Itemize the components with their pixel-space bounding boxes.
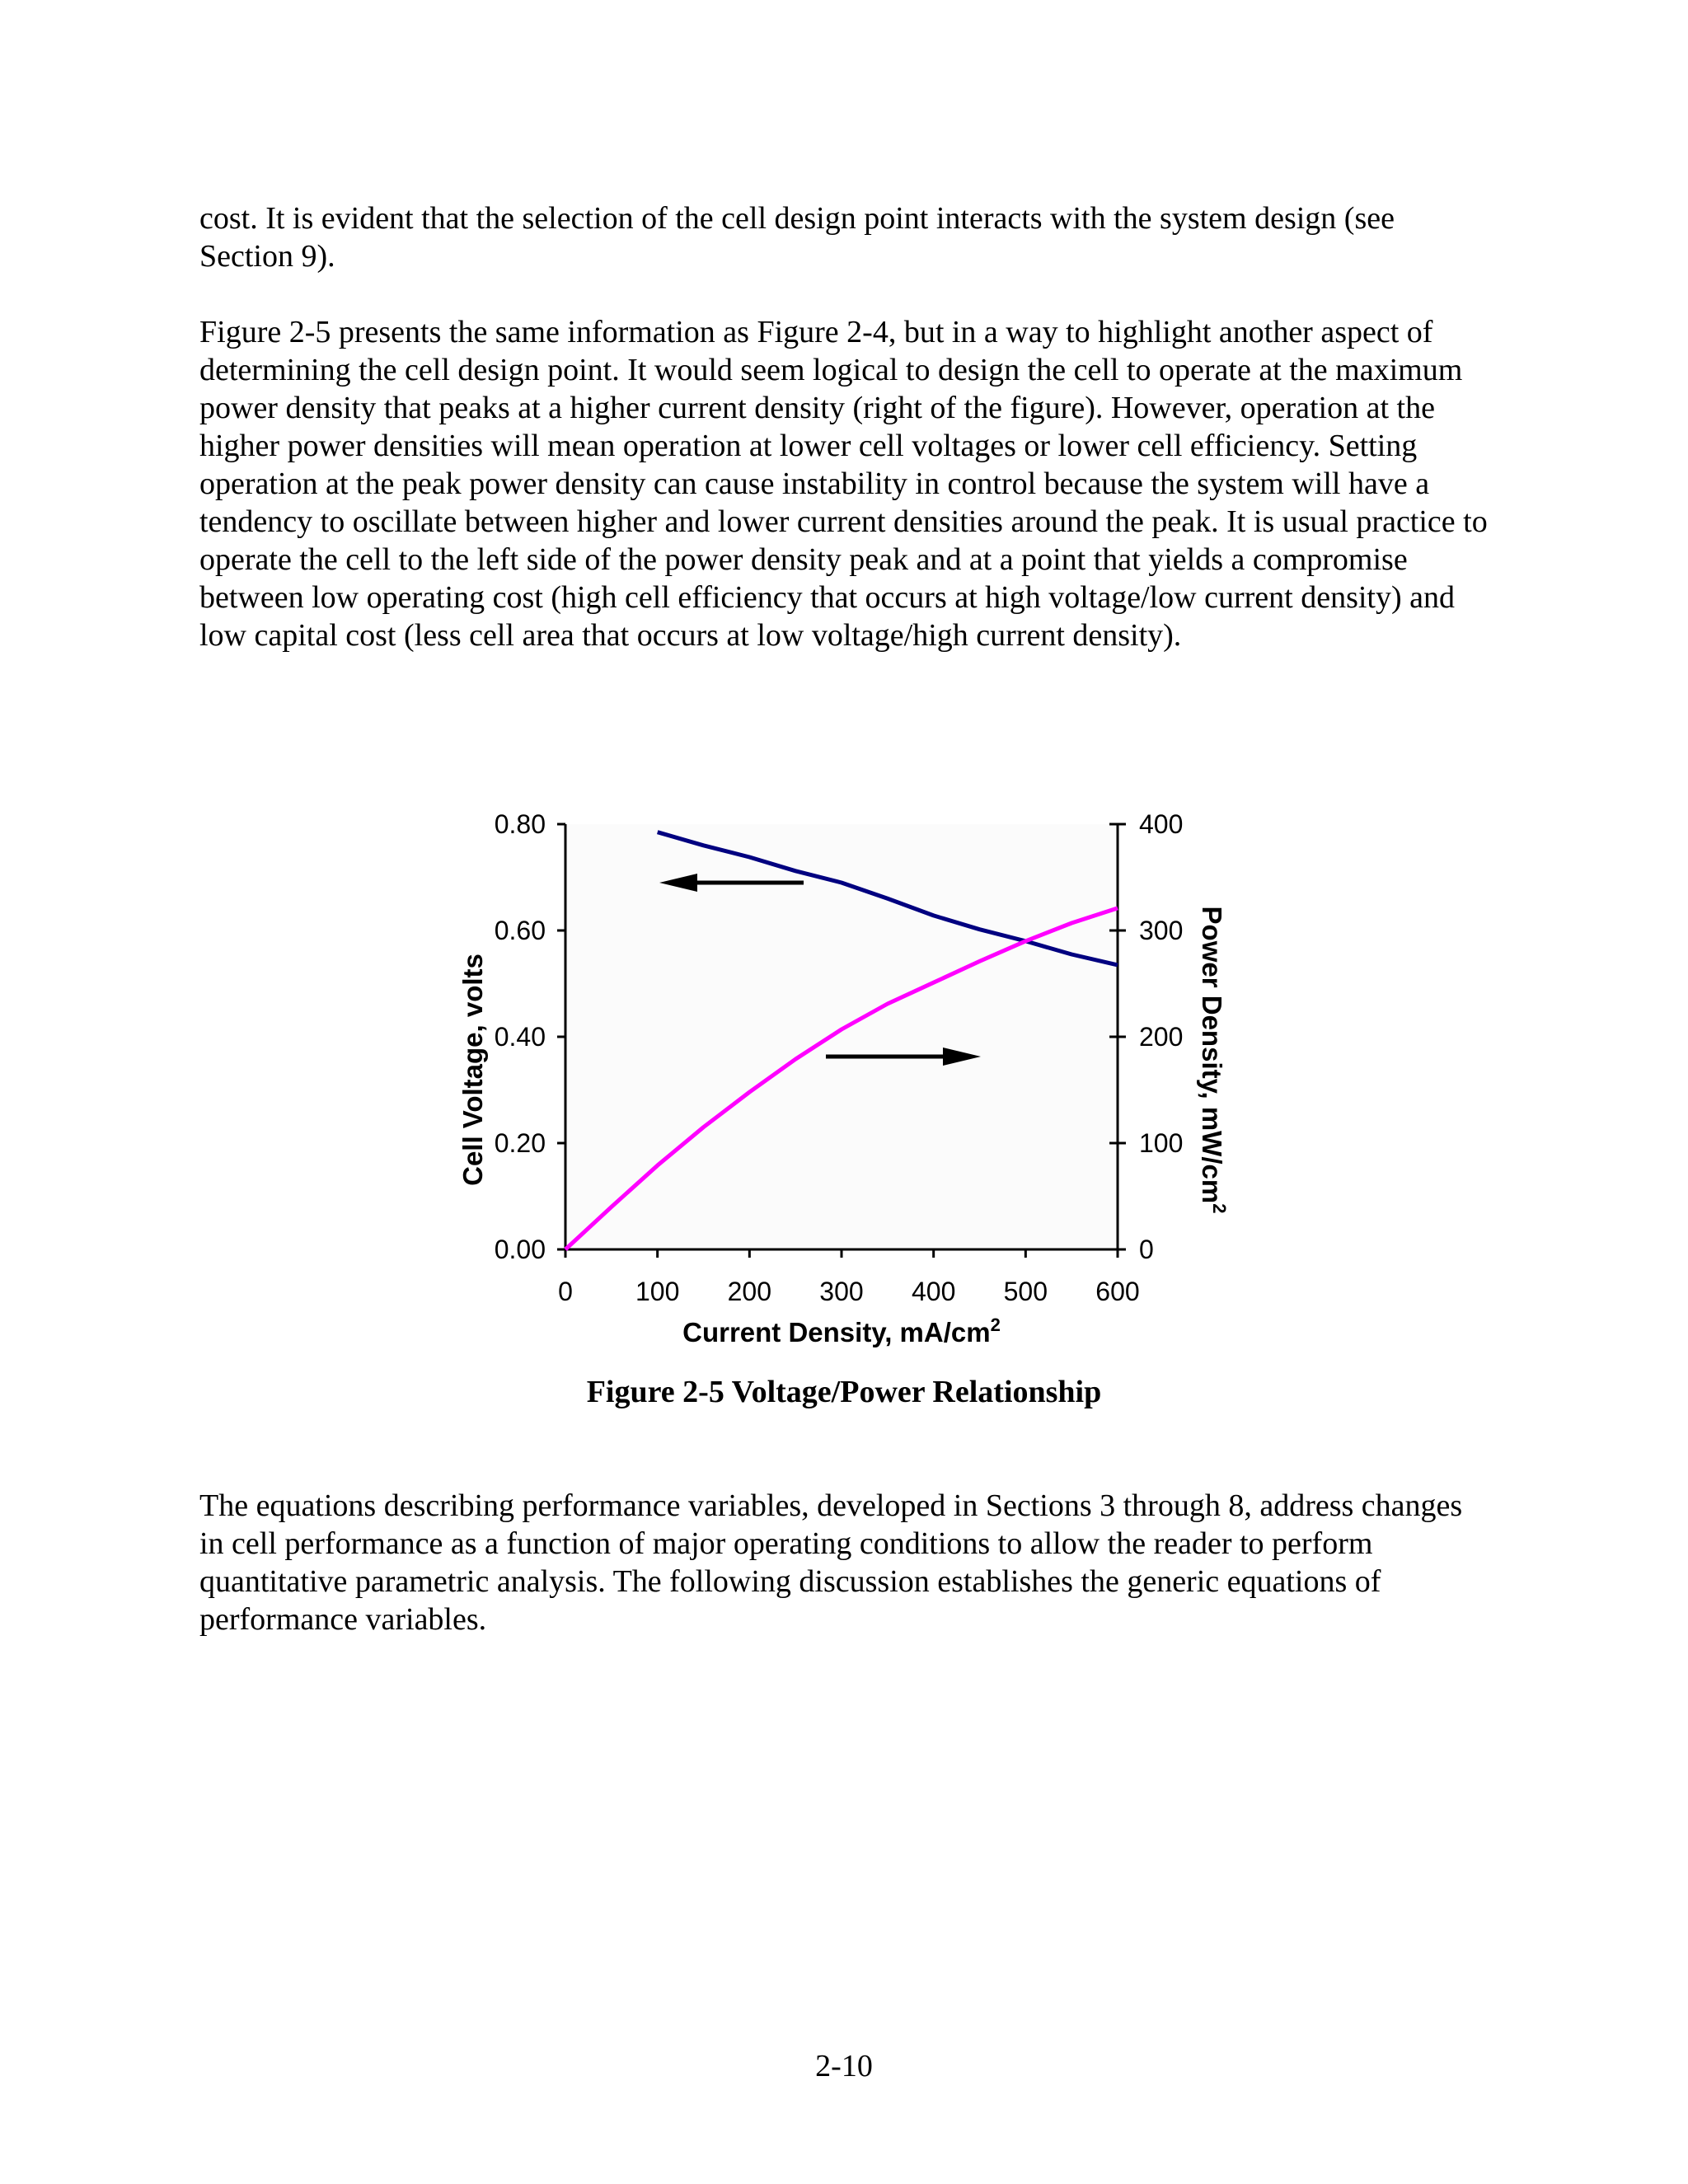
x-tick-label: 300 xyxy=(819,1277,864,1306)
x-axis-title-superscript: 2 xyxy=(990,1315,1001,1335)
y-left-tick-label: 0.60 xyxy=(494,916,546,945)
x-tick-label: 100 xyxy=(635,1277,680,1306)
paragraph-2: Figure 2-5 presents the same information as Figure 2-4, but in a way to highlight another aspect of determining the cell design point. It would seem logical to design the cell to operate at the maximum power density that peaks at a higher current density (right of the figure). However, operation at the higher power densities will mean operation at lower cell voltages or lower cell efficiency. Setting operation at the peak power density can cause instability in control because the system will have a tendency to oscillate between higher and lower current densities around the peak. It is usual practice to operate the cell to the left side of the power density peak and at a point that yields a compromise between low operating cost (high cell efficiency that occurs at high voltage/low current density) and low capital cost (less cell area that occurs at low voltage/high current density). xyxy=(199,315,1488,653)
y-right-tick-label: 100 xyxy=(1139,1128,1184,1158)
x-tick-label: 500 xyxy=(1003,1277,1048,1306)
paragraph-1: cost. It is evident that the selection of the cell design point interacts with the system design (see Section 9). xyxy=(199,201,1395,274)
y-left-tick-label: 0.80 xyxy=(494,809,546,839)
x-tick-label: 0 xyxy=(558,1277,573,1306)
x-axis-title: Current Density, $mA/cm^2$ xyxy=(682,1315,1001,1347)
y-right-tick-label: 200 xyxy=(1139,1022,1184,1052)
plot-area xyxy=(565,824,1118,1249)
y-right-axis-title-superscript: 2 xyxy=(1209,1203,1230,1214)
y-right-axis-title: Power Density, $mW/cm^2$ xyxy=(1197,906,1230,1214)
x-tick-label: 600 xyxy=(1095,1277,1140,1306)
y-right-tick-label: 400 xyxy=(1139,809,1184,839)
y-left-tick-label: 0.40 xyxy=(494,1022,546,1052)
paragraph-3: The equations describing performance variables, developed in Sections 3 through 8, address changes in cell performance as a function of major operating conditions to allow the reader to perform quantitative parametric analysis. The following discussion establishes the generic equations of performance variables. xyxy=(199,1488,1463,1637)
figure-caption: Figure 2-5 Voltage/Power Relationship xyxy=(586,1375,1102,1409)
y-left-tick-label: 0.20 xyxy=(494,1128,546,1158)
page-number: 2-10 xyxy=(815,2049,873,2083)
x-tick-label: 400 xyxy=(911,1277,956,1306)
y-left-axis-title: Cell Voltage, volts xyxy=(457,954,488,1186)
x-tick-label: 200 xyxy=(727,1277,772,1306)
y-right-tick-label: 0 xyxy=(1139,1235,1154,1264)
y-left-tick-label: 0.00 xyxy=(494,1235,546,1264)
y-right-tick-label: 300 xyxy=(1139,916,1184,945)
